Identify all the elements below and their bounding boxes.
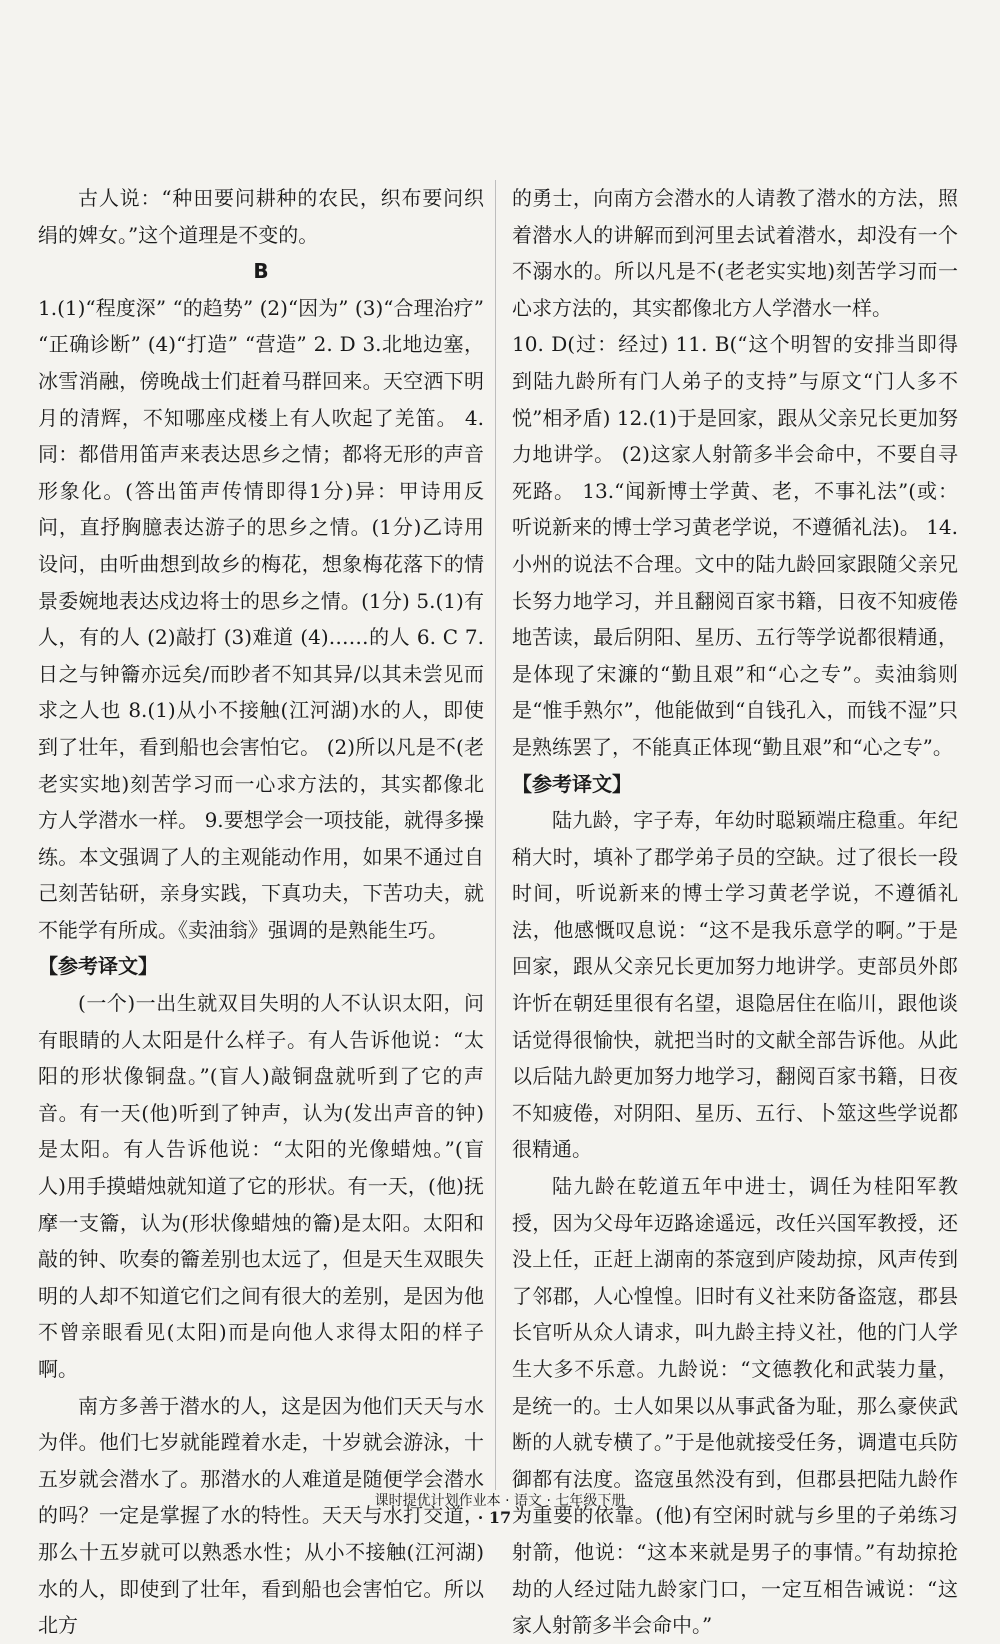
paragraph-diving-continued: 的勇士，向南方会潜水的人请教了潜水的方法，照着潜水人的讲解而到河里去试着潜水，却没有一个不溺水的。所以凡是不(老老实实地)刻苦学习而一心求方法的，其实都像北方人学潜水一样。: [512, 186, 958, 320]
paragraph-proverb: 古人说：“种田要问耕种的农民，织布要问织绢的婢女。”这个道理是不变的。: [38, 186, 484, 247]
reference-translation-heading-2: 【参考译文】: [512, 771, 632, 796]
reference-translation-heading: 【参考译文】: [38, 954, 158, 979]
paragraph-translation-lu-1: 陆九龄，字子寿，年幼时聪颖端庄稳重。年纪稍大时，填补了郡学弟子员的空缺。过了很长一段时间，听说新来的博士学习黄老学说，不遵循礼法，他感慨叹息说：“这不是我乐意学的啊。”于是回家，跟从父亲兄长更加努力地讲学。吏部员外郎许忻在朝廷里很有名望，退隐居住在临川，跟他谈话觉得很愉快，就把当时的文献全部告诉他。从此以后陆九龄更加努力地学习，翻阅百家书籍，日夜不知疲倦，对阴阳、星历、五行、卜筮这些学说都很精通。: [512, 808, 958, 1162]
column-divider: [495, 180, 496, 1490]
paragraph-translation-sun: (一个)一出生就双目失明的人不认识太阳，问有眼睛的人太阳是什么样子。有人告诉他说：“太阳的形状像铜盘。”(盲人)敲铜盘就听到了它的声音。有一天(他)听到了钟声，认为(发出声音的钟)是太阳。有人告诉他说：“太阳的光像蜡烛。”(盲人)用手摸蜡烛就知道了它的形状。有一天，(他)抚摩一支籥，认为(形状像蜡烛的籥)是太阳。太阳和敲的钟、吹奏的籥差别也太远了，但是天生双眼失明的人却不知道它们之间有很大的差别，是因为他不曾亲眼看见(太阳)而是向他人求得太阳的样子啊。: [38, 991, 484, 1381]
page-number: · 17 ·: [477, 1508, 523, 1527]
paragraph-answers-10-14: 10. D(过：经过) 11. B(“这个明智的安排当即得到陆九龄所有门人弟子的支持”与原文“门人多不悦”相矛盾) 12.(1)于是回家，跟从父亲兄长更加努力地讲学。 (2)这家人射箭多半会命中，不要自寻死路。 13.“闻新博士学黄、老，不事礼法”(或：听说新来的博士学习黄老学说，不遵循礼法)。 14.小州的说法不合理。文中的陆九龄回家跟随父亲兄长努力地学习，并且翻阅百家书籍，日夜不知疲倦地苦读，最后阴阳、星历、五行等学说都很精通，是体现了宋濂的“勤且艰”和“心之专”。卖油翁则是“惟手熟尔”，他能做到“自钱孔入，而钱不湿”只是熟练罢了，不能真正体现“勤且艰”和“心之专”。: [512, 332, 958, 759]
section-heading-b: B: [253, 259, 269, 284]
paragraph-answers-1-9: 1.(1)“程度深” “的趋势” (2)“因为” (3)“合理治疗” “正确诊断” (4)“打造” “营造” 2. D 3.北地边塞，冰雪消融，傍晚战士们赶着马群回来。天空洒下明月的清辉，不知哪座戍楼上有人吹起了羌笛。 4.同：都借用笛声来表达思乡之情；都将无形的声音形象化。(答出笛声传情即得1分)异：甲诗用反问，直抒胸臆表达游子的思乡之情。(1分)乙诗用设问，由听曲想到故乡的梅花，想象梅花落下的情景委婉地表达戍边将士的思乡之情。(1分) 5.(1)有人，有的人 (2)敲打 (3)难道 (4)……的人 6. C 7. 日之与钟籥亦远矣/而眇者不知其异/以其未尝见而求之人也 8.(1)从小不接触(江河湖)水的人，即使到了壮年，看到船也会害怕它。 (2)所以凡是不(老老实实地)刻苦学习而一心求方法的，其实都像北方人学潜水一样。 9.要想学会一项技能，就得多操练。本文强调了人的主观能动作用，如果不通过自己刻苦钻研，亲身实践，下真功夫，下苦功夫，就不能学有所成。《卖油翁》强调的是熟能生巧。: [38, 295, 484, 942]
paragraph-translation-diving: 南方多善于潜水的人，这是因为他们天天与水为伴。他们七岁就能蹚着水走，十岁就会游泳，十五岁就会潜水了。那潜水的人难道是随便学会潜水的吗？一定是掌握了水的特性。天天与水打交道，那么十五岁就可以熟悉水性；从小不接触(江河湖)水的人，即使到了壮年，看到船也会害怕它。所以北方: [38, 1393, 484, 1638]
footer-book-title: 课时提优计划作业本 · 语文 · 七年级下册: [374, 1493, 626, 1509]
right-column: [512, 180, 958, 1644]
left-column: [38, 180, 484, 1644]
paragraph-translation-lu-2: 陆九龄在乾道五年中进士，调任为桂阳军教授，因为父母年迈路途遥远，改任兴国军教授，还没上任，正赶上湖南的茶寇到庐陵劫掠，风声传到了邻郡，人心惶惶。旧时有义社来防备盗寇，郡县长官听从众人请求，叫九龄主持义社，他的门人学生大多不乐意。九龄说：“文德教化和武装力量，是统一的。士人如果以从事武备为耻，那么豪侠武断的人就专横了。”于是他就接受任务，调遣屯兵防御都有法度。盗寇虽然没有到，但郡县把陆九龄作为重要的依靠。(他)有空闲时就与乡里的子弟练习射箭，他说：“这本来就是男子的事情。”有劫掠抢劫的人经过陆九龄家门口，一定互相告诫说：“这家人射箭多半会命中。”: [512, 1174, 958, 1638]
